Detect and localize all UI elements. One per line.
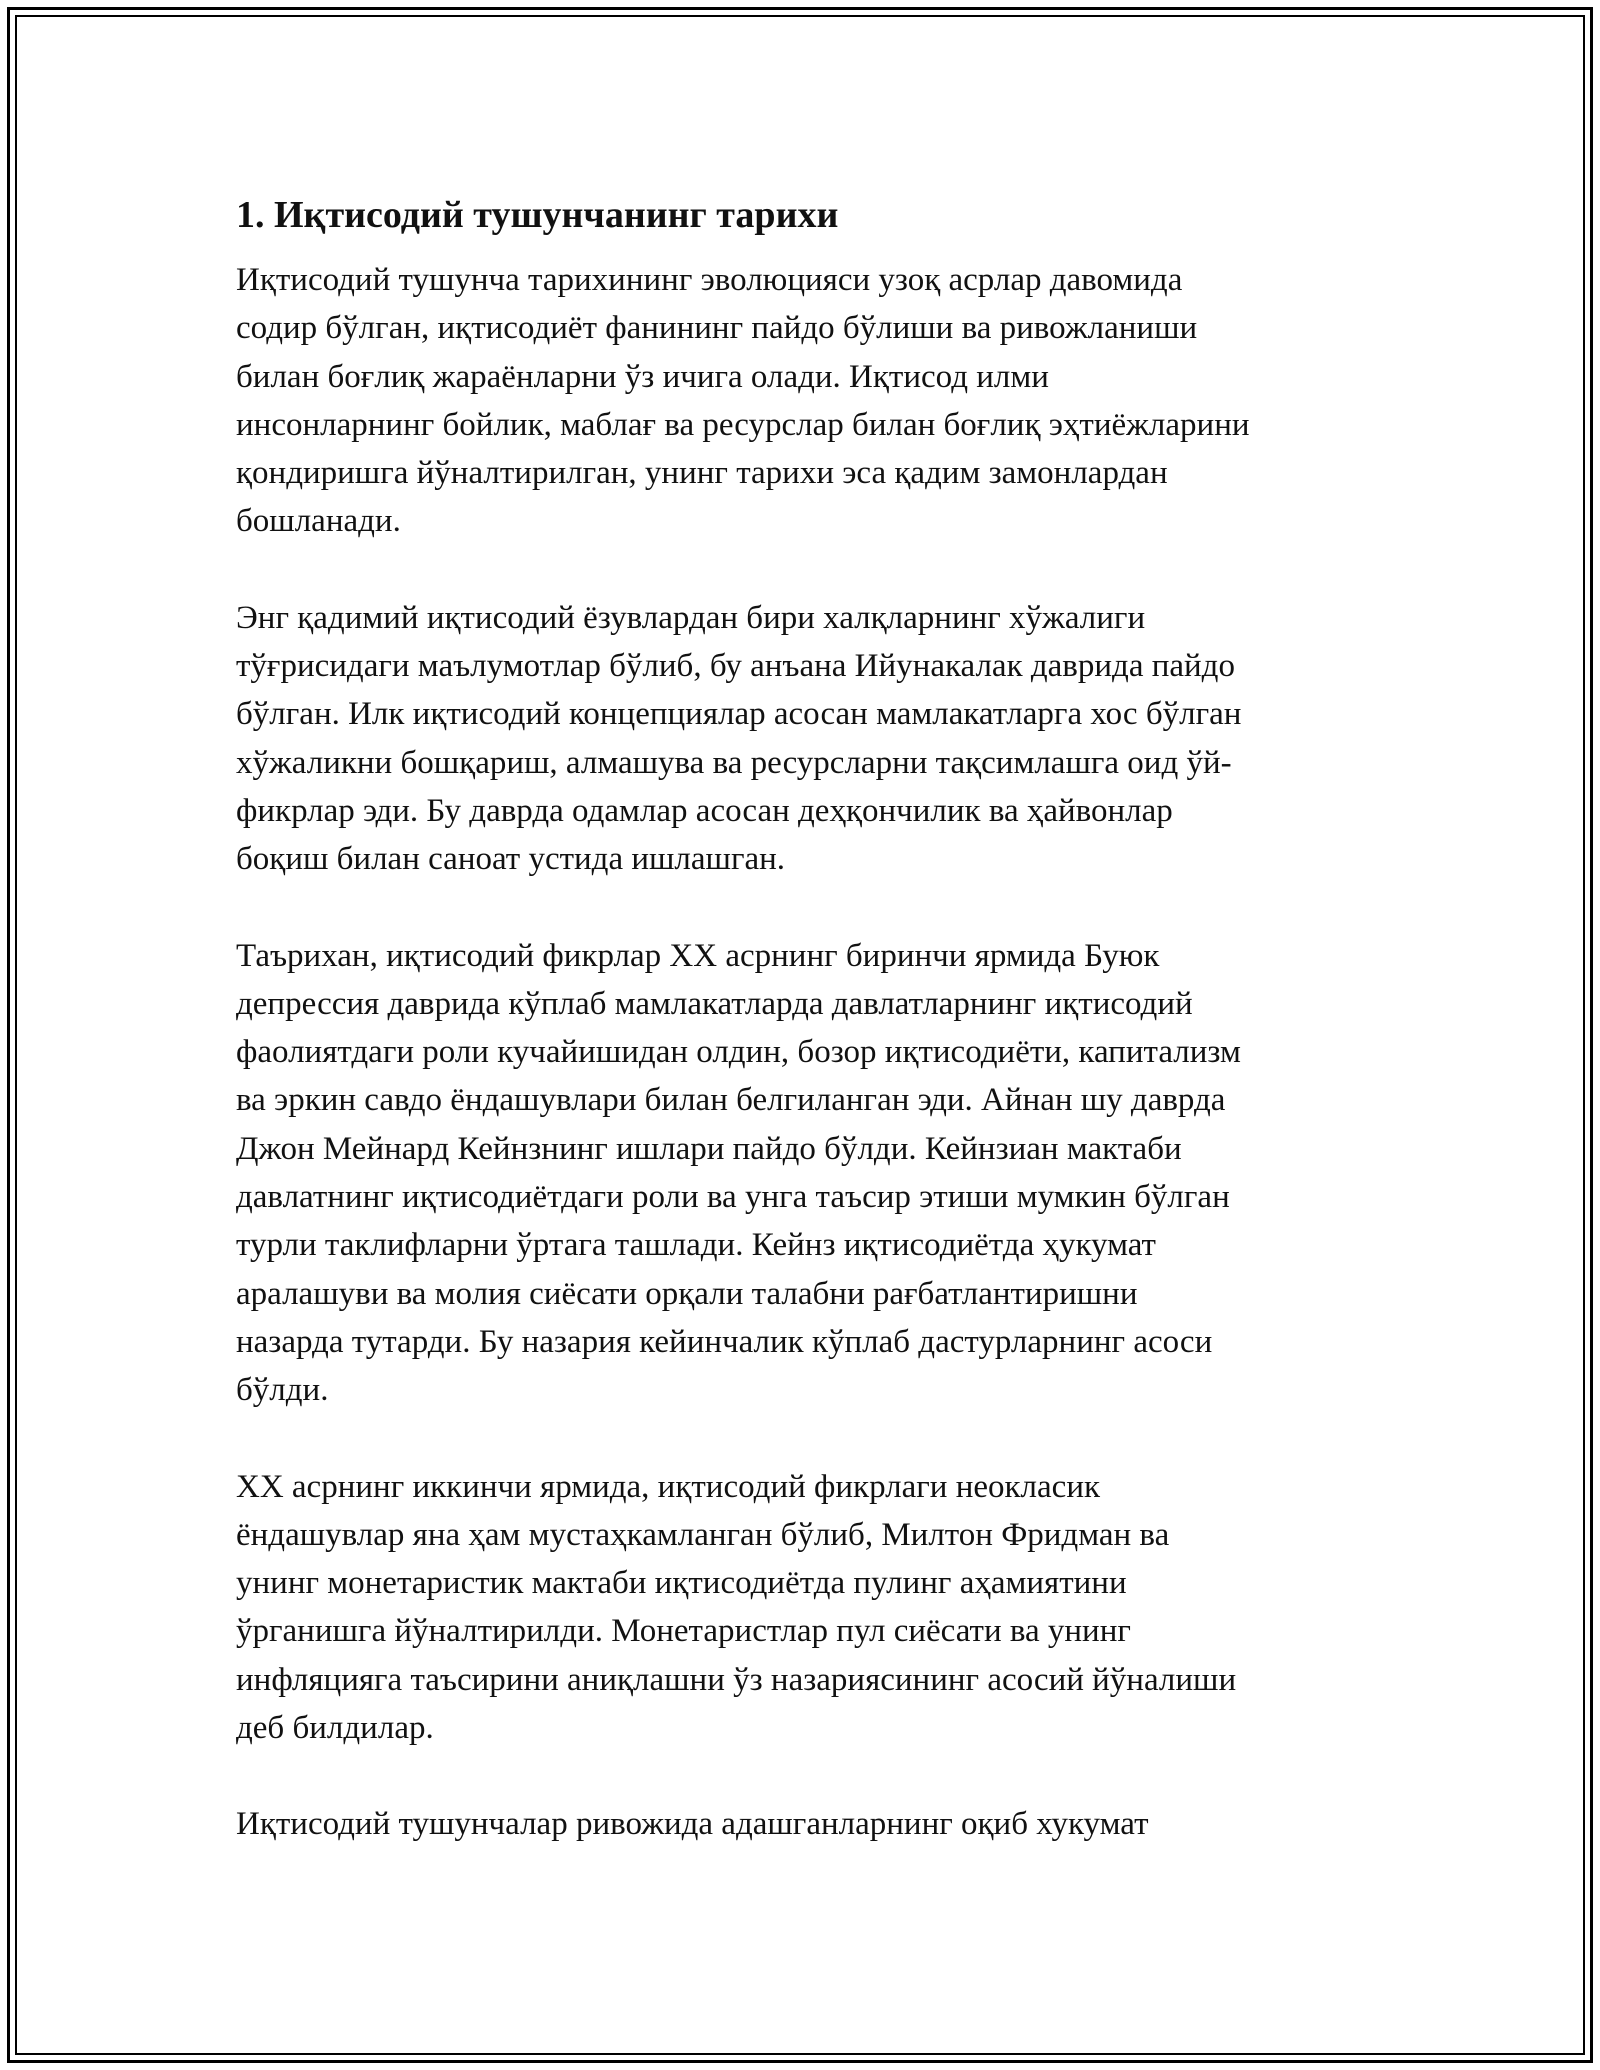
text-line: тўғрисидаги маълумотлар бўлиб, бу анъана Ийунакалак даврида пайдо <box>236 648 1235 685</box>
section-heading: 1. Иқтисодий тушунчанинг тарихи <box>236 194 839 236</box>
text-line: қондиришга йўналтирилган, унинг тарихи эса қадим замонлардан <box>236 455 1168 492</box>
text-line: фаолиятдаги роли кучайишидан олдин, бозор иқтисодиёти, капитализм <box>236 1034 1241 1071</box>
text-line: депрессия даврида кўплаб мамлакатларда давлатларнинг иқтисодий <box>236 985 1193 1022</box>
text-line: назарда тутарди. Бу назария кейинчалик кўплаб дастурларнинг асоси <box>236 1323 1213 1360</box>
text-line: ва эркин савдо ёндашувлари билан белгиланган эди. Айнан шу даврда <box>236 1082 1226 1119</box>
text-line: бўлган. Илк иқтисодий концепциялар асосан мамлакатларга хос бўлган <box>236 696 1242 733</box>
text-line: ёндашувлар яна ҳам мустаҳкамланган бўлиб, Милтон Фридман ва <box>236 1516 1170 1553</box>
text-line: инфляцияга таъсирини аниқлашни ўз назариясининг асосий йўналиши <box>236 1661 1237 1698</box>
text-line: Энг қадимий иқтисодий ёзувлардан бири халқларнинг хўжалиги <box>236 599 1146 636</box>
text-line: бошланади. <box>236 503 401 540</box>
text-line: хўжаликни бошқариш, алмашува ва ресурсларни тақсимлашга оид ўй- <box>236 744 1232 781</box>
text-line: давлатнинг иқтисодиётдаги роли ва унга таъсир этиши мумкин бўлган <box>236 1179 1230 1216</box>
text-line: унинг монетаристик мактаби иқтисодиётда пулинг аҳамиятини <box>236 1565 1127 1602</box>
text-line: ўрганишга йўналтирилди. Монетаристлар пул сиёсати ва унинг <box>236 1613 1131 1650</box>
text-line: Таърихан, иқтисодий фикрлар XX асрнинг биринчи ярмида Буюк <box>236 937 1160 974</box>
text-line: бўлди. <box>236 1372 329 1409</box>
text-line: билан боғлиқ жараёнларни ўз ичига олади. Иқтисод илми <box>236 358 1049 395</box>
text-line: аралашуви ва молия сиёсати орқали талабни рағбатлантиришни <box>236 1275 1138 1312</box>
text-line: Иқтисодий тушунчалар ривожида адашганларнинг оқиб хукумат <box>236 1806 1149 1843</box>
text-line: фикрлар эди. Бу даврда одамлар асосан деҳқончилик ва ҳайвонлар <box>236 792 1173 829</box>
paragraph-1 <box>236 256 1366 546</box>
text-line: XX асрнинг иккинчи ярмида, иқтисодий фикрлаги неокласик <box>236 1468 1101 1505</box>
text-line: содир бўлган, иқтисодиёт фанининг пайдо бўлиши ва ривожланиши <box>236 310 1198 347</box>
text-line: инсонларнинг бойлик, маблағ ва ресурслар билан боғлиқ эҳтиёжларини <box>236 406 1250 443</box>
paragraph-2 <box>236 594 1366 884</box>
paragraph-5 <box>236 1800 1366 1848</box>
text-line: Джон Мейнард Кейнзнинг ишлари пайдо бўлди. Кейнзиан мактаби <box>236 1130 1182 1167</box>
text-line: боқиш билан саноат устида ишлашган. <box>236 841 786 878</box>
text-line: Иқтисодий тушунча тарихининг эволюцияси узоқ асрлар давомида <box>236 262 1183 298</box>
text-line: деб билдилар. <box>236 1710 434 1747</box>
text-line: турли таклифларни ўртага ташлади. Кейнз иқтисодиётда ҳукумат <box>236 1227 1156 1264</box>
paragraph-3 <box>236 932 1366 1415</box>
document-body <box>236 186 1366 1897</box>
paragraph-4 <box>236 1463 1366 1753</box>
